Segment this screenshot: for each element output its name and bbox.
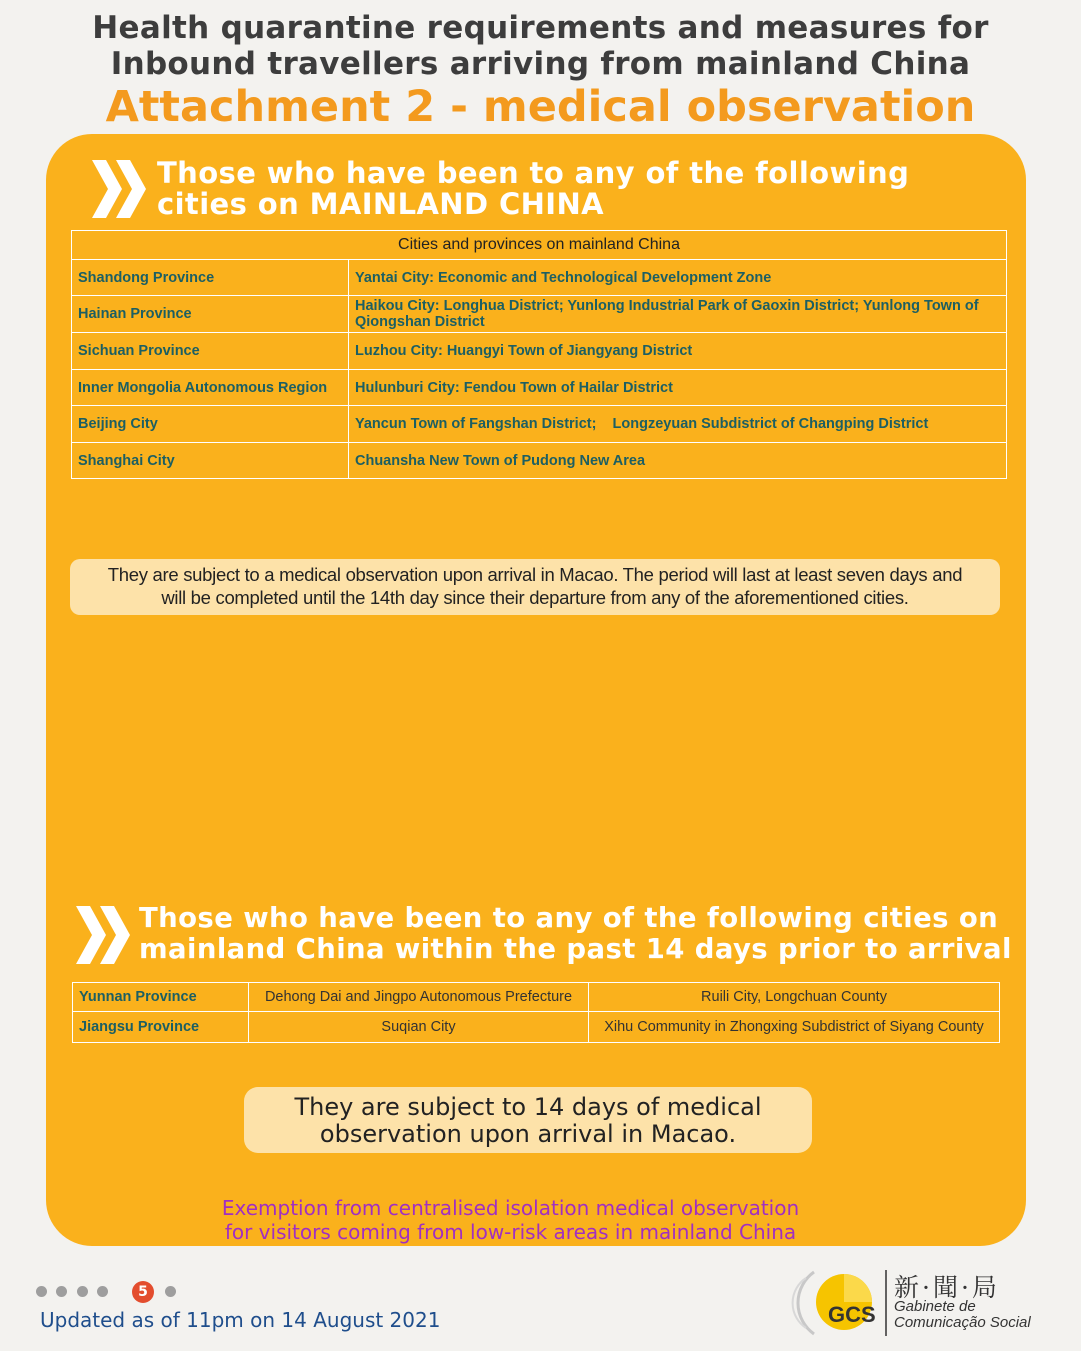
areas-cell: Haikou City: Longhua District; Yunlong Industrial Park of Gaoxin District; Yunlong Town of Qiongshan District (349, 296, 1007, 333)
section2-heading-line2: mainland China within the past 14 days prior to arrival (139, 933, 1012, 965)
observation-note-14days-line1: They are subject to 14 days of medical (294, 1093, 762, 1121)
exemption-line2: for visitors coming from low-risk areas in mainland China (224, 1220, 797, 1244)
page-dot-current[interactable]: 5 (132, 1281, 154, 1303)
table-row (72, 260, 1007, 296)
section1-heading-line1: Those who have been to any of the following (157, 156, 910, 190)
updated-timestamp: Updated as of 11pm on 14 August 2021 (40, 1308, 441, 1332)
province-cell: Inner Mongolia Autonomous Region (72, 370, 349, 406)
areas-cell: Yantai City: Economic and Technological Development Zone (349, 260, 1007, 296)
areas-cell: Xihu Community in Zhongxing Subdistrict of Siyang County (589, 1012, 1000, 1043)
prefecture-cell: Dehong Dai and Jingpo Autonomous Prefecture (249, 983, 589, 1012)
page-title (0, 10, 1081, 82)
page-dot[interactable] (165, 1286, 176, 1297)
page-dot[interactable] (56, 1286, 67, 1297)
observation-note-14days (244, 1087, 812, 1153)
areas-cell: Ruili City, Longchuan County (589, 983, 1000, 1012)
page-subtitle: Attachment 2 - medical observation (105, 82, 976, 132)
title-line1: Health quarantine requirements and measures for (92, 10, 989, 46)
table-header: Cities and provinces on mainland China (72, 231, 1007, 260)
page-dot[interactable] (77, 1286, 88, 1297)
table-row (73, 1012, 1000, 1043)
observation-note-14days-line2: observation upon arrival in Macao. (319, 1120, 737, 1148)
section2-heading-line1: Those who have been to any of the following cities on (139, 902, 999, 934)
observation-note (70, 559, 1000, 615)
page-dot[interactable] (97, 1286, 108, 1297)
logo-chinese-text: 新·聞·局 (894, 1273, 1000, 1302)
logo-portuguese-line1: Gabinete de (894, 1298, 976, 1315)
logo-initials: GCS (828, 1302, 876, 1327)
section1-heading-line2: cities on MAINLAND CHINA (157, 187, 605, 221)
cities-table-14days (72, 982, 1000, 1043)
cities-table (71, 230, 1007, 479)
prefecture-cell: Suqian City (249, 1012, 589, 1043)
areas-cell: Hulunburi City: Fendou Town of Hailar District (349, 370, 1007, 406)
province-cell: Shandong Province (72, 260, 349, 296)
province-cell: Beijing City (72, 406, 349, 443)
observation-note-line2: will be completed until the 14th day since their departure from any of the aforementioned cities. (161, 587, 909, 608)
table-row (72, 443, 1007, 479)
page-dot[interactable] (36, 1286, 47, 1297)
province-cell: Jiangsu Province (73, 1012, 249, 1043)
province-cell: Hainan Province (72, 296, 349, 333)
section2-heading (139, 903, 1012, 965)
areas-cell: Chuansha New Town of Pudong New Area (349, 443, 1007, 479)
observation-note-line1: They are subject to a medical observation upon arrival in Macao. The period will last at least seven days and (107, 564, 963, 585)
table-row (73, 983, 1000, 1012)
double-chevron-icon (92, 160, 148, 218)
province-cell: Sichuan Province (72, 333, 349, 370)
logo-portuguese-line2: Comunicação Social (894, 1314, 1031, 1331)
province-cell: Shanghai City (72, 443, 349, 479)
exemption-line1: Exemption from centralised isolation medical observation (221, 1196, 800, 1220)
exemption-link[interactable] (0, 1196, 1021, 1244)
double-chevron-icon (76, 906, 132, 964)
areas-cell: Luzhou City: Huangyi Town of Jiangyang District (349, 333, 1007, 370)
table-row (72, 296, 1007, 333)
section1-heading (157, 158, 909, 220)
table-row (72, 333, 1007, 370)
areas-cell: Yancun Town of Fangshan District; Longzeyuan Subdistrict of Changping District (349, 406, 1007, 443)
table-row (72, 370, 1007, 406)
table-row (72, 406, 1007, 443)
province-cell: Yunnan Province (73, 983, 249, 1012)
title-line2: Inbound travellers arriving from mainland China (110, 46, 971, 82)
